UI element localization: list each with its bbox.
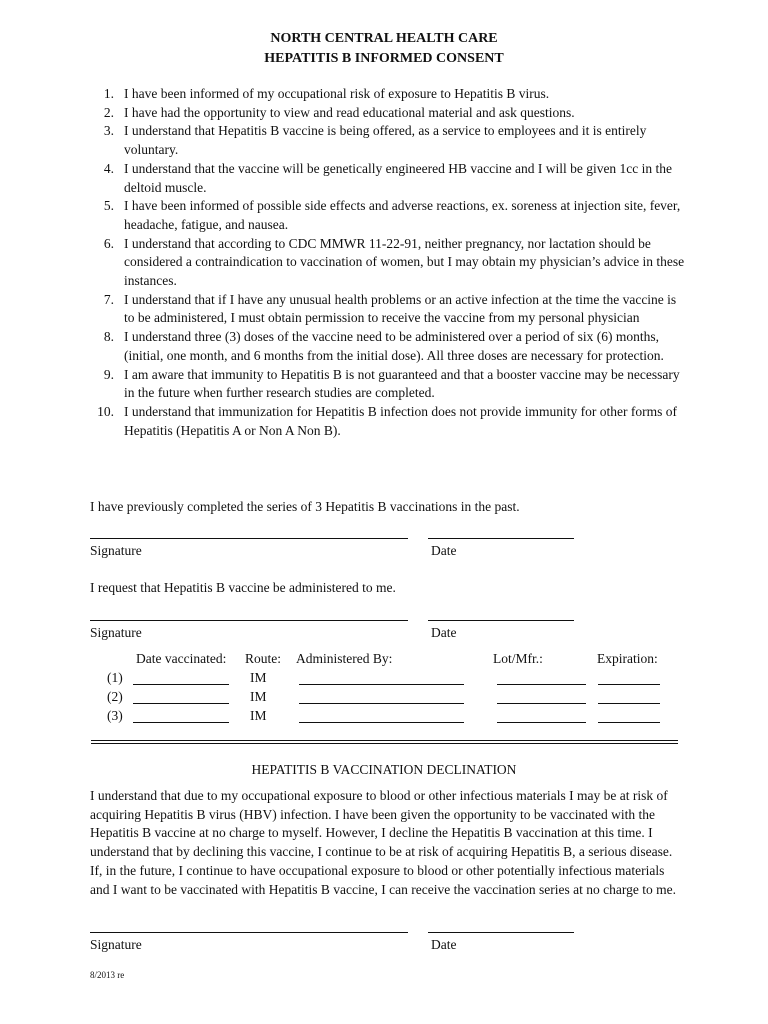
date-vaccinated-field[interactable] bbox=[133, 684, 229, 685]
administered-by-field[interactable] bbox=[299, 684, 464, 685]
section-divider bbox=[91, 740, 678, 744]
administered-by-field[interactable] bbox=[299, 703, 464, 704]
consent-list bbox=[90, 85, 690, 440]
item-text: I have been informed of possible side effects and adverse reactions, ex. soreness at injection site, fever, headache, fatigue, and nausea. bbox=[124, 198, 681, 232]
list-item bbox=[90, 197, 690, 234]
list-item bbox=[90, 122, 690, 159]
item-text: I understand that if I have any unusual health problems or an active infection at the time the vaccine is to be administered, I must obtain permission to receive the vaccine from my personal physician bbox=[124, 291, 677, 326]
previous-series-statement: I have previously completed the series of 3 Hepatitis B vaccinations in the past. bbox=[90, 499, 520, 514]
item-number: 5. bbox=[103, 198, 114, 214]
item-number: 1. bbox=[103, 86, 114, 101]
expiration-field[interactable] bbox=[598, 722, 660, 723]
date-vaccinated-header: Date vaccinated: bbox=[136, 651, 227, 666]
administered-by-field[interactable] bbox=[299, 722, 464, 723]
declination-signature-label: Signature bbox=[90, 937, 142, 952]
item-text: I have had the opportunity to view and read educational material and ask questions. bbox=[124, 104, 575, 120]
item-number: 2. bbox=[103, 104, 114, 120]
declination-date-label: Date bbox=[431, 937, 457, 952]
expiration-field[interactable] bbox=[598, 703, 660, 704]
expiration-header: Expiration: bbox=[597, 651, 658, 666]
item-number: 9. bbox=[103, 366, 114, 382]
item-text: I understand three (3) doses of the vaccine need to be administered over a period of six (6) months, (initial, one month, and 6 months from the initial dose). All three doses are necessary for protection. bbox=[124, 329, 664, 363]
item-text: I am aware that immunity to Hepatitis B is not guaranteed and that a booster vaccine may be necessary in the future when further research studies are completed. bbox=[124, 366, 680, 401]
list-item bbox=[90, 85, 690, 104]
list-item bbox=[90, 328, 690, 365]
date-vaccinated-field[interactable] bbox=[133, 722, 229, 723]
request-signature-line[interactable] bbox=[90, 620, 408, 621]
lot-header: Lot/Mfr.: bbox=[493, 651, 543, 666]
lot-field[interactable] bbox=[497, 703, 586, 704]
previous-date-label: Date bbox=[431, 543, 457, 558]
list-item bbox=[90, 104, 690, 123]
item-text: I understand that Hepatitis B vaccine is being offered, as a service to employees and it is entirely voluntary. bbox=[124, 123, 647, 158]
administered-by-header: Administered By: bbox=[296, 651, 393, 666]
row-label: (2) bbox=[107, 689, 123, 704]
list-item bbox=[90, 160, 690, 197]
item-number: 4. bbox=[103, 160, 114, 176]
item-text: I understand that the vaccine will be genetically engineered HB vaccine and I will be given 1cc in the deltoid muscle. bbox=[124, 160, 673, 195]
list-item bbox=[90, 403, 690, 440]
previous-date-line[interactable] bbox=[428, 538, 574, 539]
previous-signature-label: Signature bbox=[90, 543, 142, 558]
item-text: I understand that immunization for Hepatitis B infection does not provide immunity for other forms of Hepatitis (Hepatitis A or Non A Non B). bbox=[124, 403, 678, 438]
item-number: 7. bbox=[103, 291, 114, 307]
request-signature-label: Signature bbox=[90, 625, 142, 640]
list-item bbox=[90, 291, 690, 328]
item-number: 8. bbox=[103, 329, 114, 345]
declination-text: I understand that due to my occupational exposure to blood or other infectious materials I may be at risk of acquiring Hepatitis B virus (HBV) infection. I have been given the opportunity to be vaccinated with the Hepatitis B vaccine at no charge to myself. However, I decline the Hepatitis B vaccination at this time. I understand that by declining this vaccine, I continue to be at risk of acquiring Hepatitis B, a serious disease. If, in the future, I continue to have occupational exposure to blood or other potentially infectious materials and I want to be vaccinated with Hepatitis B vaccine, I can receive the vaccination series at no charge to me. bbox=[90, 788, 677, 897]
list-item bbox=[90, 235, 690, 291]
item-number: 3. bbox=[103, 123, 114, 139]
list-item bbox=[90, 366, 690, 403]
item-text: I have been informed of my occupational risk of exposure to Hepatitis B virus. bbox=[124, 86, 550, 101]
form-title: HEPATITIS B INFORMED CONSENT bbox=[264, 51, 504, 66]
route-header: Route: bbox=[245, 651, 281, 666]
request-statement: I request that Hepatitis B vaccine be administered to me. bbox=[90, 580, 396, 595]
date-vaccinated-field[interactable] bbox=[133, 703, 229, 704]
expiration-field[interactable] bbox=[598, 684, 660, 685]
item-number: 6. bbox=[103, 235, 114, 251]
item-number: 10. bbox=[97, 403, 114, 419]
route-value: IM bbox=[250, 670, 267, 685]
request-date-line[interactable] bbox=[428, 620, 574, 621]
route-value: IM bbox=[250, 708, 267, 723]
lot-field[interactable] bbox=[497, 684, 586, 685]
organization-name: NORTH CENTRAL HEALTH CARE bbox=[270, 31, 498, 46]
item-text: I understand that according to CDC MMWR 11-22-91, neither pregnancy, nor lactation should be considered a contraindication to vaccination of women, but I may obtain my physician’s advice in these instances. bbox=[124, 235, 685, 289]
row-label: (3) bbox=[107, 708, 123, 723]
route-value: IM bbox=[250, 689, 267, 704]
previous-signature-line[interactable] bbox=[90, 538, 408, 539]
request-date-label: Date bbox=[431, 625, 457, 640]
row-label: (1) bbox=[107, 670, 123, 685]
declination-signature-line[interactable] bbox=[90, 932, 408, 933]
lot-field[interactable] bbox=[497, 722, 586, 723]
revision-note: 8/2013 re bbox=[90, 970, 125, 980]
declination-heading: HEPATITIS B VACCINATION DECLINATION bbox=[251, 762, 517, 777]
declination-date-line[interactable] bbox=[428, 932, 574, 933]
